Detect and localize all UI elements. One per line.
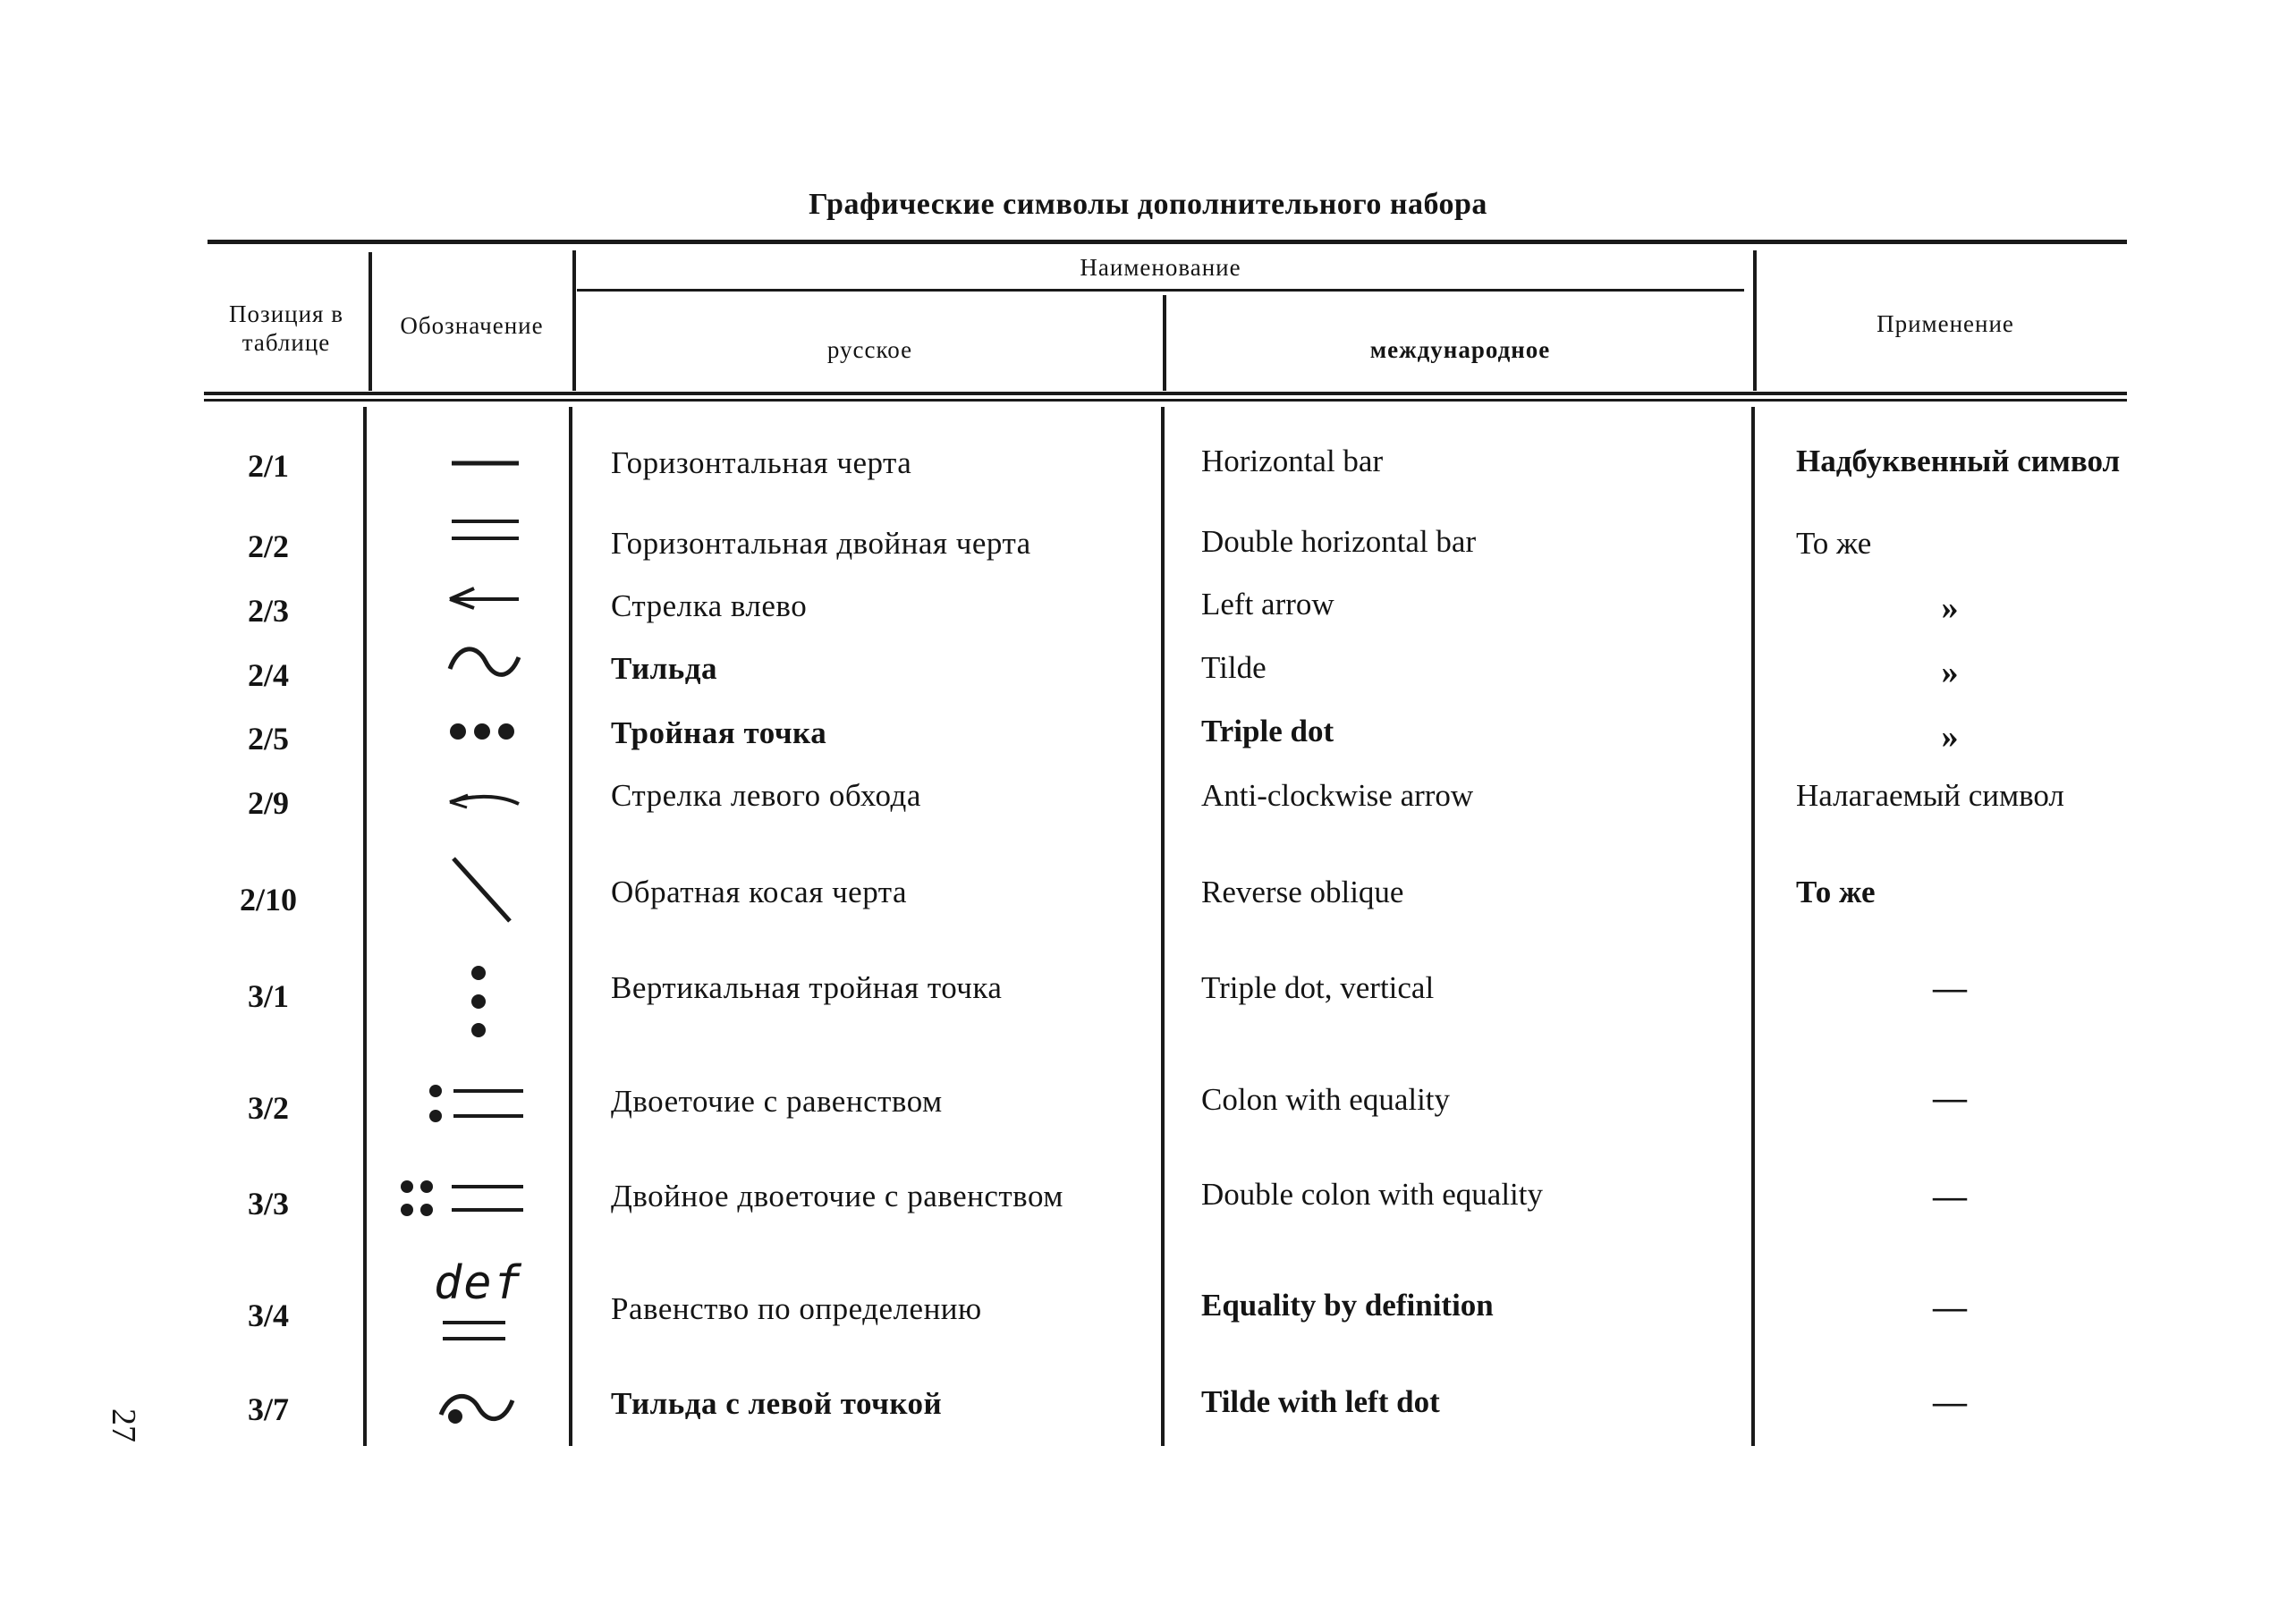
position-cell: 2/2 (247, 528, 289, 564)
col-divider-4-body (1751, 407, 1755, 1446)
colon-equality-icon (398, 1064, 568, 1171)
international-name-cell: Equality by definition (1201, 1288, 1494, 1323)
international-name-cell: Reverse oblique (1201, 875, 1404, 909)
position-cell: 2/1 (247, 448, 289, 484)
usage-cell: » (1941, 589, 1959, 627)
usage-cell: — (1933, 1289, 1967, 1326)
usage-cell: — (1933, 1383, 1967, 1421)
international-name-cell: Double horizontal bar (1201, 524, 1477, 559)
international-name-cell: Tilde (1201, 650, 1267, 685)
header-name: Наименование (1080, 254, 1241, 281)
russian-name-cell: Горизонтальная двойная черта (611, 526, 1031, 561)
anticlockwise-arrow-icon (398, 747, 568, 854)
position-cell: 3/2 (247, 1090, 289, 1126)
col-divider-2 (572, 250, 576, 391)
reverse-oblique-icon (398, 841, 568, 948)
col-divider-2-body (569, 407, 572, 1446)
page-number: 27 (105, 1408, 142, 1442)
header-name-russian: русское (826, 336, 913, 363)
equality-by-definition-icon (416, 1256, 550, 1355)
position-cell: 3/4 (247, 1298, 289, 1333)
tilde-left-dot-icon (398, 1350, 568, 1458)
header-name-rule (577, 289, 1744, 292)
position-cell: 3/7 (247, 1391, 289, 1427)
double-colon-equality-icon (398, 1158, 568, 1265)
header-position: Позиция в таблице (229, 300, 343, 356)
col-divider-3-body (1161, 407, 1165, 1446)
russian-name-cell: Обратная косая черта (611, 875, 907, 909)
position-cell: 2/3 (247, 593, 289, 629)
international-name-cell: Colon with equality (1201, 1082, 1451, 1117)
international-name-cell: Anti-clockwise arrow (1201, 778, 1474, 813)
international-name-cell: Double colon with equality (1201, 1177, 1544, 1212)
position-cell: 2/10 (239, 882, 297, 917)
header-bottom-rule-1 (204, 392, 2127, 395)
header-bottom-rule-2 (204, 399, 2127, 402)
col-divider-3 (1163, 295, 1166, 391)
russian-name-cell: Горизонтальная черта (611, 445, 912, 480)
header-designation: Обозначение (400, 312, 544, 339)
position-cell: 2/4 (247, 657, 289, 693)
vertical-triple-dot-icon (398, 957, 568, 1046)
russian-name-cell: Стрелка левого обхода (611, 778, 921, 813)
international-name-cell: Left arrow (1201, 587, 1334, 621)
russian-name-cell: Двоеточие с равенством (611, 1084, 943, 1119)
position-cell: 3/1 (247, 978, 289, 1014)
position-cell: 2/5 (247, 721, 289, 757)
position-cell: 3/3 (247, 1186, 289, 1222)
russian-name-cell: Равенство по определению (611, 1291, 982, 1326)
usage-cell: То же (1796, 875, 1876, 909)
usage-cell: — (1933, 969, 1967, 1007)
usage-cell: » (1941, 654, 1959, 691)
col-divider-4 (1753, 250, 1757, 391)
position-cell: 2/9 (247, 785, 289, 821)
col-divider-1-body (363, 407, 367, 1446)
russian-name-cell: Тильда (611, 651, 717, 686)
header-name-international: международное (1369, 336, 1551, 363)
usage-cell: — (1933, 1079, 1967, 1117)
header-usage: Применение (1877, 310, 2014, 337)
international-name-cell: Horizontal bar (1201, 444, 1384, 478)
table-title: Графические символы дополнительного набора (809, 188, 1487, 221)
usage-cell: — (1933, 1178, 1967, 1215)
usage-cell: Налагаемый символ (1796, 778, 2064, 813)
international-name-cell: Tilde with left dot (1201, 1384, 1440, 1419)
international-name-cell: Triple dot (1201, 714, 1334, 748)
russian-name-cell: Тильда с левой точкой (611, 1386, 943, 1421)
russian-name-cell: Вертикальная тройная точка (611, 970, 1003, 1005)
usage-cell: Надбуквенный символ (1796, 444, 2121, 478)
top-rule (208, 240, 2127, 244)
def-label: def (434, 1256, 523, 1310)
russian-name-cell: Стрелка влево (611, 588, 808, 623)
usage-cell: » (1941, 718, 1959, 756)
international-name-cell: Triple dot, vertical (1201, 970, 1435, 1005)
russian-name-cell: Двойное двоеточие с равенством (611, 1179, 1063, 1213)
russian-name-cell: Тройная точка (611, 715, 827, 750)
usage-cell: То же (1796, 526, 1872, 561)
